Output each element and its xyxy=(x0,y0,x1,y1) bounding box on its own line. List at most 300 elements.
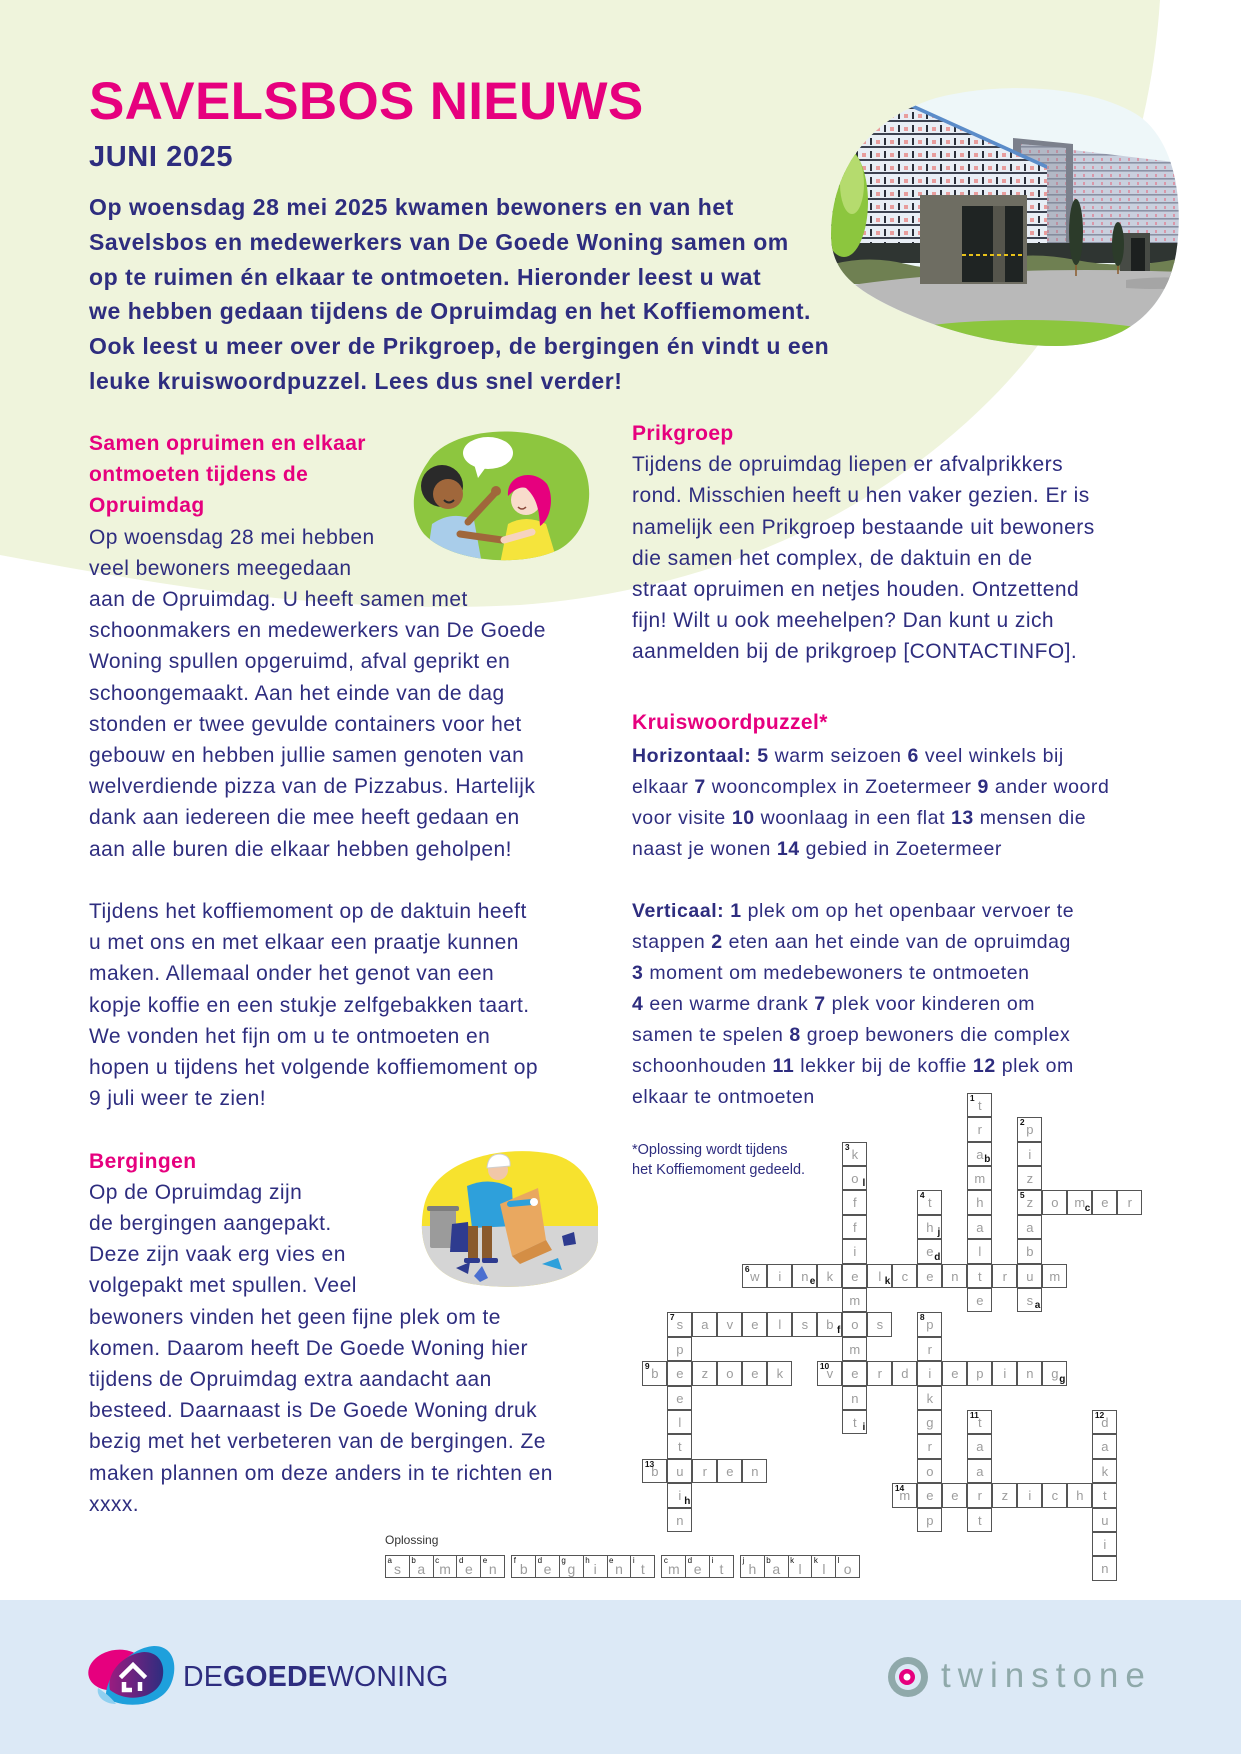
crossword-cell[interactable] xyxy=(1017,1166,1042,1190)
horizontal-clues xyxy=(632,741,1109,865)
de-goede-woning-logo xyxy=(183,1662,448,1692)
crossword-cell[interactable] xyxy=(942,1483,967,1507)
intro-line: leuke kruiswoordpuzzel. Lees dus snel verder! xyxy=(89,367,623,394)
cell-letter: i xyxy=(1103,1537,1107,1552)
text-line: volgepakt met spullen. Veel xyxy=(89,1274,357,1298)
cell-letter: n xyxy=(676,1512,684,1528)
crossword-cell[interactable] xyxy=(867,1312,892,1336)
cell-letter: l xyxy=(978,1244,982,1260)
crossword-cell[interactable] xyxy=(1017,1117,1042,1141)
crossword-cell[interactable] xyxy=(992,1264,1017,1288)
clue-number-label: 2 xyxy=(1019,1117,1025,1128)
crossword-cell[interactable] xyxy=(1042,1264,1067,1288)
cell-letter: z xyxy=(1026,1195,1034,1211)
crossword-cell[interactable] xyxy=(667,1483,692,1507)
crossword-cell[interactable] xyxy=(667,1508,692,1532)
crossword-cell[interactable] xyxy=(667,1459,692,1483)
crossword-cell[interactable] xyxy=(917,1312,942,1336)
clue-number-label: 8 xyxy=(919,1312,925,1323)
crossword-cell[interactable] xyxy=(892,1264,917,1288)
crossword-cell[interactable] xyxy=(1092,1532,1117,1556)
cell-letter: e xyxy=(976,1293,984,1308)
intro-line: Ook leest u meer over de Prikgroep, de bergingen én vindt u een xyxy=(89,333,830,360)
solution-letter: b xyxy=(519,1561,528,1577)
crossword-cell[interactable] xyxy=(992,1361,1017,1385)
crossword-cell[interactable] xyxy=(992,1483,1017,1507)
text-line: welverdiende pizza van de Pizzabus. Hartelijk xyxy=(89,775,536,799)
clue-line xyxy=(632,1020,1074,1051)
crossword-cell[interactable] xyxy=(842,1288,867,1312)
clue-number-label: 11 xyxy=(969,1410,979,1420)
cell-letter: e xyxy=(676,1390,684,1406)
bergingen-section xyxy=(89,1146,553,1520)
cell-letter: a xyxy=(1026,1219,1034,1235)
solution-key-label: e xyxy=(609,1556,614,1565)
clue-line xyxy=(632,772,1109,803)
heading-line: Samen opruimen en elkaar xyxy=(89,432,366,455)
crossword-cell[interactable] xyxy=(967,1166,992,1190)
crossword-cell[interactable] xyxy=(967,1239,992,1263)
solution-key-label: i xyxy=(862,1422,866,1434)
footnote-line: *Oplossing wordt tijdens xyxy=(632,1142,788,1158)
cell-letter: n xyxy=(1026,1366,1034,1382)
solution-cell[interactable] xyxy=(511,1555,536,1578)
crossword-cell[interactable] xyxy=(1017,1361,1042,1385)
cell-letter: i xyxy=(1003,1366,1007,1382)
crossword-cell[interactable] xyxy=(967,1288,992,1312)
cell-letter: i xyxy=(1028,1146,1032,1162)
crossword-section xyxy=(632,707,828,738)
crossword-cell[interactable] xyxy=(917,1337,942,1361)
cell-letter: l xyxy=(778,1317,782,1333)
cell-letter: g xyxy=(926,1415,934,1430)
footnote-line: het Koffiemoment gedeeld. xyxy=(632,1162,806,1178)
crossword-cell[interactable] xyxy=(717,1459,742,1483)
solution-word xyxy=(740,1555,860,1578)
crossword-cell[interactable] xyxy=(917,1215,942,1239)
cell-letter: s xyxy=(876,1317,884,1333)
crossword-cell[interactable] xyxy=(767,1312,792,1336)
clue-number-label: 3 xyxy=(844,1141,850,1152)
clue-text: wooncomplex in Zoetermeer xyxy=(711,776,972,798)
crossword-cell[interactable] xyxy=(967,1093,992,1117)
solution-letter: n xyxy=(488,1561,497,1577)
cell-letter: k xyxy=(851,1146,859,1162)
solution-cell[interactable] xyxy=(535,1555,560,1578)
solution-letter: t xyxy=(719,1561,724,1577)
clue-number: 1 xyxy=(730,900,742,922)
cell-letter: o xyxy=(851,1317,859,1333)
crossword-cell[interactable] xyxy=(867,1264,892,1288)
solution-letter: i xyxy=(593,1561,597,1577)
cell-letter: p xyxy=(976,1366,984,1382)
text-line: namelijk een Prikgroep bestaande uit bewoners xyxy=(632,515,1095,539)
crossword-cell[interactable] xyxy=(967,1264,992,1288)
crossword-cell[interactable] xyxy=(867,1361,892,1385)
crossword-cell[interactable] xyxy=(842,1239,867,1263)
crossword-cell[interactable] xyxy=(842,1264,867,1288)
crossword-cell[interactable] xyxy=(742,1459,767,1483)
clue-text: ander woord xyxy=(994,776,1110,798)
crossword-cell[interactable] xyxy=(817,1361,842,1385)
solution-cell[interactable] xyxy=(385,1555,410,1578)
cell-letter: z xyxy=(1026,1171,1034,1186)
solution-word xyxy=(511,1555,655,1578)
crossword-cell[interactable] xyxy=(967,1361,992,1385)
cell-letter: e xyxy=(951,1488,959,1504)
crossword-cell[interactable] xyxy=(967,1142,992,1166)
solution-key-label: c xyxy=(663,1556,668,1565)
cell-letter: t xyxy=(978,1415,982,1430)
cell-letter: m xyxy=(974,1171,986,1186)
solution-letter: m xyxy=(667,1561,680,1577)
clue-number: 11 xyxy=(772,1055,795,1077)
solution-key-label: c xyxy=(1084,1202,1091,1214)
opruimdag-section xyxy=(89,428,553,1114)
solution-key-label: a xyxy=(1034,1300,1041,1312)
cell-letter: e xyxy=(851,1366,859,1382)
solution-cell[interactable] xyxy=(685,1555,710,1578)
solution-cell[interactable] xyxy=(433,1555,458,1578)
crossword-cell[interactable] xyxy=(842,1386,867,1410)
text-line: Op de Opruimdag zijn xyxy=(89,1180,303,1204)
text-line: maken. Allemaal onder het genot van een xyxy=(89,962,495,986)
cell-letter: r xyxy=(702,1463,707,1479)
clue-number: 7 xyxy=(694,776,706,798)
clue-number-label: 14 xyxy=(894,1483,905,1494)
cell-letter: t xyxy=(928,1195,932,1211)
crossword-cell[interactable] xyxy=(1092,1459,1117,1483)
text-line: aan alle buren die elkaar hebben geholpen! xyxy=(89,837,512,861)
cell-letter: s xyxy=(801,1317,809,1333)
cell-letter: o xyxy=(851,1171,859,1186)
clue-number-label: 6 xyxy=(744,1263,750,1274)
crossword-cell[interactable] xyxy=(917,1239,942,1263)
cell-letter: b xyxy=(1026,1244,1034,1260)
crossword-cell[interactable] xyxy=(917,1190,942,1214)
cell-letter: h xyxy=(1076,1488,1084,1504)
cell-letter: p xyxy=(1026,1122,1034,1138)
crossword-cell[interactable] xyxy=(967,1190,992,1214)
crossword-cell[interactable] xyxy=(967,1483,992,1507)
cell-letter: f xyxy=(853,1195,857,1211)
solution-cell[interactable] xyxy=(456,1555,481,1578)
crossword-cell[interactable] xyxy=(667,1434,692,1458)
text-line: Deze zijn vaak erg vies en xyxy=(89,1243,346,1267)
crossword-cell[interactable] xyxy=(1042,1361,1067,1385)
crossword-cell[interactable] xyxy=(1067,1483,1092,1507)
clue-number: 7 xyxy=(814,993,826,1015)
logo-bold: GOEDE xyxy=(223,1661,327,1693)
cell-letter: e xyxy=(726,1463,734,1479)
text-line: dank aan iedereen die mee heeft gedaan en xyxy=(89,806,520,830)
crossword-cell[interactable] xyxy=(917,1264,942,1288)
crossword-cell[interactable] xyxy=(667,1386,692,1410)
text-line: schoongemaakt. Aan het einde van de dag xyxy=(89,681,505,705)
heading-line: ontmoeten tijdens de xyxy=(89,463,309,487)
cell-letter: e xyxy=(926,1268,934,1284)
text-line: besteed. Daarnaast is De Goede Woning druk xyxy=(89,1399,538,1423)
crossword-cell[interactable] xyxy=(917,1410,942,1434)
crossword-cell[interactable] xyxy=(767,1361,792,1385)
cell-letter: k xyxy=(826,1268,834,1284)
crossword-cell[interactable] xyxy=(1092,1190,1117,1214)
crossword-cell[interactable] xyxy=(967,1508,992,1532)
crossword-cell[interactable] xyxy=(1092,1434,1117,1458)
cell-letter: d xyxy=(1101,1415,1109,1430)
clue-text: eten aan het einde van de opruimdag xyxy=(728,931,1071,953)
crossword-cell[interactable] xyxy=(642,1361,667,1385)
crossword-cell[interactable] xyxy=(967,1459,992,1483)
clue-text: groep bewoners die complex xyxy=(806,1024,1071,1046)
crossword-cell[interactable] xyxy=(1017,1264,1042,1288)
crossword-cell[interactable] xyxy=(1017,1483,1042,1507)
crossword-cell[interactable] xyxy=(842,1190,867,1214)
crossword-cell[interactable] xyxy=(842,1337,867,1361)
text-line: komen. Daarom heeft De Goede Woning hier xyxy=(89,1336,529,1360)
cell-letter: m xyxy=(1049,1268,1061,1284)
crossword-cell[interactable] xyxy=(1092,1410,1117,1434)
text-line: rond. Misschien heeft u hen vaker gezien. Er is xyxy=(632,484,1090,508)
crossword-cell[interactable] xyxy=(742,1312,767,1336)
clue-line xyxy=(632,803,1109,834)
solution-cell[interactable] xyxy=(409,1555,434,1578)
crossword-cell[interactable] xyxy=(1092,1483,1117,1507)
solution-letter: t xyxy=(640,1561,645,1577)
clue-line xyxy=(632,1082,1074,1113)
twinstone-logo-icon xyxy=(886,1655,930,1699)
crossword-cell[interactable] xyxy=(742,1361,767,1385)
solution-cell[interactable] xyxy=(811,1555,836,1578)
crossword-cell[interactable] xyxy=(792,1312,817,1336)
crossword-cell[interactable] xyxy=(792,1264,817,1288)
clue-number: 6 xyxy=(907,745,919,767)
cell-letter: t xyxy=(678,1439,682,1455)
solution-key-label: k xyxy=(813,1556,818,1565)
crossword-cell[interactable] xyxy=(667,1337,692,1361)
solution-key-label: d xyxy=(458,1556,464,1565)
crossword-heading: Kruiswoordpuzzel* xyxy=(632,711,828,734)
text-line: tijdens de Opruimdag extra aandacht aan xyxy=(89,1368,492,1392)
crossword-cell[interactable] xyxy=(692,1459,717,1483)
cell-letter: d xyxy=(901,1366,909,1382)
clue-number: 10 xyxy=(731,807,755,829)
cell-letter: t xyxy=(1103,1488,1107,1504)
solution-cell[interactable] xyxy=(661,1555,686,1578)
solution-cell[interactable] xyxy=(630,1555,655,1578)
crossword-cell[interactable] xyxy=(1042,1190,1067,1214)
crossword-cell[interactable] xyxy=(692,1361,717,1385)
solution-word xyxy=(661,1555,734,1578)
cell-letter: w xyxy=(750,1268,760,1284)
crossword-cell[interactable] xyxy=(1017,1288,1042,1312)
crossword-cell[interactable] xyxy=(942,1361,967,1385)
text-line: gebouw en hebben jullie samen genoten van xyxy=(89,744,525,768)
solution-cell[interactable] xyxy=(835,1555,860,1578)
text-line: veel bewoners meegedaan xyxy=(89,556,352,580)
cell-letter: a xyxy=(976,1463,984,1479)
crossword-cell[interactable] xyxy=(967,1215,992,1239)
cell-letter: e xyxy=(1101,1195,1109,1211)
clue-text: mensen die xyxy=(979,807,1087,829)
clue-text: warm seizoen xyxy=(774,745,902,767)
crossword-cell[interactable] xyxy=(892,1361,917,1385)
solution-key-label: l xyxy=(862,1178,866,1190)
crossword-cell[interactable] xyxy=(842,1166,867,1190)
text-line: Woning spullen opgeruimd, afval geprikt en xyxy=(89,650,511,674)
clue-text: veel winkels bij xyxy=(924,745,1064,767)
crossword-cell[interactable] xyxy=(717,1312,742,1336)
solution-key-label: k xyxy=(884,1276,891,1287)
cell-letter: a xyxy=(1101,1439,1109,1455)
crossword-cell[interactable] xyxy=(917,1386,942,1410)
crossword-cell[interactable] xyxy=(717,1361,742,1385)
cell-letter: a xyxy=(701,1317,709,1333)
clue-text: lekker bij de koffie xyxy=(800,1055,967,1077)
solution-letter: a xyxy=(417,1561,426,1577)
text-line: xxxx. xyxy=(89,1492,140,1516)
clue-number: 5 xyxy=(757,745,769,767)
solution-cell[interactable] xyxy=(740,1555,765,1578)
crossword-cell[interactable] xyxy=(917,1361,942,1385)
cell-letter: h xyxy=(926,1219,934,1235)
clue-line xyxy=(632,989,1074,1020)
solution-cell[interactable] xyxy=(583,1555,608,1578)
crossword-cell[interactable] xyxy=(967,1117,992,1141)
cell-letter: a xyxy=(976,1146,984,1162)
crossword-cell[interactable] xyxy=(917,1459,942,1483)
solution-key-label: l xyxy=(837,1556,840,1565)
left-column xyxy=(89,428,553,1520)
clue-text: stappen xyxy=(632,931,706,953)
crossword-cell[interactable] xyxy=(1067,1190,1092,1214)
solution-letter: n xyxy=(615,1561,623,1577)
crossword-cell[interactable] xyxy=(967,1410,992,1434)
clue-text: plek voor kinderen om xyxy=(831,993,1036,1015)
solution-cell[interactable] xyxy=(559,1555,584,1578)
cell-letter: i xyxy=(778,1268,782,1284)
crossword-cell[interactable] xyxy=(667,1312,692,1336)
crossword-cell[interactable] xyxy=(842,1361,867,1385)
crossword-cell[interactable] xyxy=(917,1508,942,1532)
solution-letter: l xyxy=(798,1561,802,1577)
crossword-cell[interactable] xyxy=(1017,1142,1042,1166)
crossword-cell[interactable] xyxy=(692,1312,717,1336)
crossword-cell[interactable] xyxy=(842,1215,867,1239)
text-line: bezig met het verbeteren van de bergingen. Ze xyxy=(89,1430,546,1454)
clue-text: gebied in Zoetermeer xyxy=(805,838,1002,860)
crossword-cell[interactable] xyxy=(917,1434,942,1458)
cell-letter: n xyxy=(801,1268,809,1284)
solution-key-label: j xyxy=(742,1556,745,1565)
text-line: u met ons en met elkaar een praatje kunnen xyxy=(89,931,519,955)
solution-letter: g xyxy=(567,1561,576,1577)
logo-suffix: WONING xyxy=(326,1661,449,1693)
heading-line: Opruimdag xyxy=(89,494,205,518)
solution-cell[interactable] xyxy=(788,1555,813,1578)
solution-key-label: b xyxy=(411,1556,416,1565)
crossword-cell[interactable] xyxy=(1042,1483,1067,1507)
cell-letter: v xyxy=(826,1366,834,1382)
solution-letter: e xyxy=(465,1561,473,1577)
crossword-cell[interactable] xyxy=(1092,1508,1117,1532)
clue-number-label: 5 xyxy=(1019,1190,1025,1201)
page-title: SAVELSBOS NIEUWS xyxy=(89,72,644,131)
cell-letter: m xyxy=(899,1488,911,1504)
cell-letter: v xyxy=(726,1317,734,1333)
crossword-cell[interactable] xyxy=(917,1483,942,1507)
crossword-cell[interactable] xyxy=(1117,1190,1142,1214)
solution-key-label: g xyxy=(1059,1373,1066,1385)
cell-letter: p xyxy=(926,1317,934,1333)
intro-line: op te ruimen én elkaar te ontmoeten. Hieronder leest u wat xyxy=(89,263,762,290)
cell-letter: p xyxy=(926,1512,934,1528)
solution-letter: a xyxy=(772,1561,781,1577)
cell-letter: t xyxy=(853,1415,857,1430)
crossword-cell[interactable] xyxy=(1092,1556,1117,1580)
solution-key-label: h xyxy=(684,1495,691,1507)
crossword-cell[interactable] xyxy=(842,1142,867,1166)
cell-letter: n xyxy=(1101,1561,1109,1577)
cell-letter: h xyxy=(976,1195,984,1211)
crossword-cell[interactable] xyxy=(1017,1215,1042,1239)
cell-letter: e xyxy=(951,1366,959,1382)
solution-cell[interactable] xyxy=(764,1555,789,1578)
crossword-cell[interactable] xyxy=(1017,1190,1042,1214)
clue-line xyxy=(632,1051,1074,1082)
cell-letter: o xyxy=(926,1463,934,1479)
clue-number: 9 xyxy=(977,776,989,798)
cell-letter: e xyxy=(851,1268,859,1284)
cell-letter: e xyxy=(676,1366,684,1382)
cell-letter: r xyxy=(1002,1268,1007,1284)
cell-letter: g xyxy=(1051,1366,1059,1382)
crossword-cell[interactable] xyxy=(892,1483,917,1507)
intro-paragraph xyxy=(89,190,829,399)
crossword-cell[interactable] xyxy=(817,1264,842,1288)
crossword-cell[interactable] xyxy=(1017,1239,1042,1263)
opruimdag-heading xyxy=(89,428,553,522)
crossword-cell[interactable] xyxy=(767,1264,792,1288)
crossword-cell[interactable] xyxy=(967,1434,992,1458)
crossword-cell[interactable] xyxy=(742,1264,767,1288)
cell-letter: e xyxy=(751,1317,759,1333)
solution-key-label: d xyxy=(537,1556,543,1565)
crossword-cell[interactable] xyxy=(842,1410,867,1434)
crossword-cell[interactable] xyxy=(667,1361,692,1385)
crossword-cell[interactable] xyxy=(817,1312,842,1336)
cell-letter: m xyxy=(849,1341,861,1357)
solution-cell[interactable] xyxy=(480,1555,505,1578)
solution-key-label: d xyxy=(687,1556,693,1565)
text-line: bewoners vinden het geen fijne plek om te xyxy=(89,1305,501,1329)
vertical-clues xyxy=(632,896,1074,1113)
cell-letter: u xyxy=(676,1463,684,1479)
crossword-cell[interactable] xyxy=(667,1410,692,1434)
text-line: kopje koffie en een stukje zelfgebakken taart. xyxy=(89,993,530,1017)
text-line: 9 juli weer te zien! xyxy=(89,1087,267,1111)
solution-cell[interactable] xyxy=(607,1555,632,1578)
clue-number-label: 1 xyxy=(969,1092,975,1103)
paragraph-gap xyxy=(89,1114,553,1145)
issue-date: JUNI 2025 xyxy=(89,141,234,173)
clue-text: plek om op het openbaar vervoer te xyxy=(747,900,1075,922)
crossword-cell[interactable] xyxy=(642,1459,667,1483)
solution-cell[interactable] xyxy=(709,1555,734,1578)
crossword-cell[interactable] xyxy=(942,1264,967,1288)
crossword-cell[interactable] xyxy=(842,1312,867,1336)
solution-key-label: b xyxy=(984,1154,991,1165)
